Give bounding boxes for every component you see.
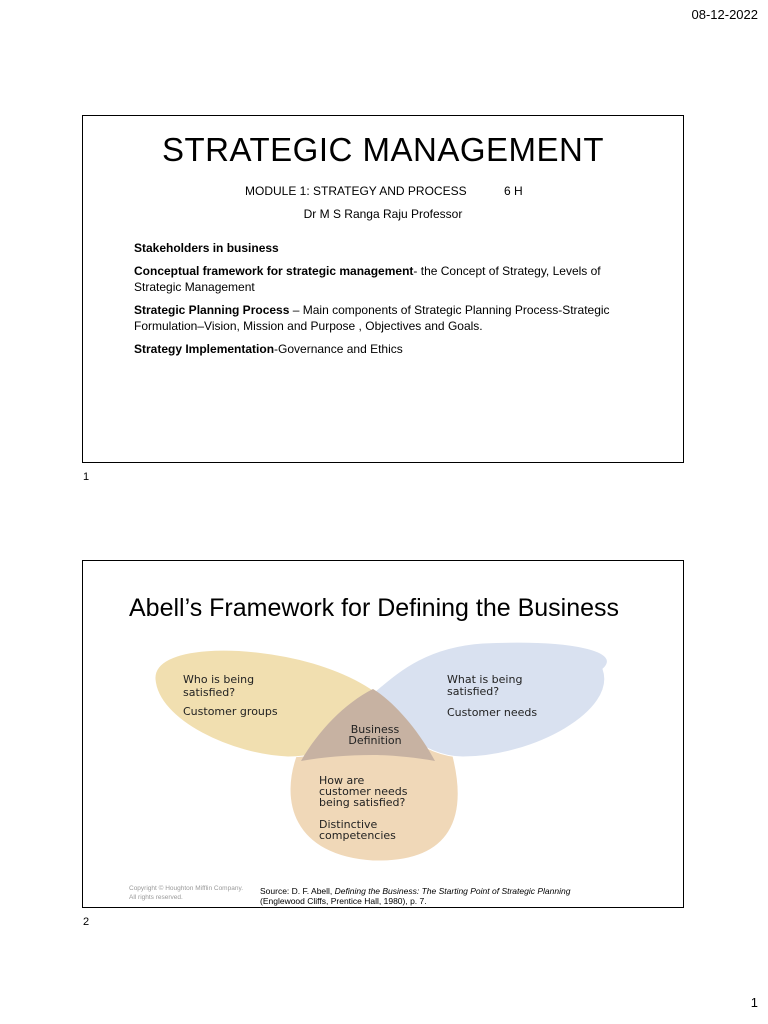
copyright-note — [129, 884, 259, 902]
slide-1-title: STRATEGIC MANAGEMENT — [161, 131, 605, 168]
date-header: 08-12-2022 — [691, 7, 758, 22]
topic-item — [134, 240, 644, 256]
right-petal-line1: What is being — [447, 673, 523, 686]
bottom-petal-line2: customer needs — [319, 785, 408, 798]
author-line: Dr M S Ranga Raju Professor — [303, 207, 463, 221]
right-petal-line2: satisfied? — [447, 685, 500, 698]
center-line2: Definition — [348, 734, 402, 747]
bottom-petal-line3: being satisfied? — [319, 796, 406, 809]
module-heading: MODULE 1: STRATEGY AND PROCESS — [245, 184, 467, 198]
page-number: 1 — [750, 995, 758, 1010]
left-petal-line1: Who is being — [183, 673, 255, 686]
left-petal-line2: satisfied? — [183, 686, 236, 699]
bottom-petal-line1: How are — [319, 774, 365, 787]
topic-heading: Stakeholders in business — [134, 241, 279, 255]
slide-1 — [82, 115, 684, 463]
topic-heading: Strategy Implementation — [134, 342, 275, 356]
right-petal-line3: Customer needs — [447, 706, 538, 719]
slide-2-number: 2 — [83, 916, 90, 928]
source-prefix: Source: D. F. Abell, — [260, 886, 335, 896]
slide-2 — [82, 560, 684, 908]
slide-1-number: 1 — [83, 471, 90, 483]
topic-text: -Governance and Ethics — [274, 342, 403, 356]
bottom-petal-line5: competencies — [319, 829, 396, 842]
topic-list — [134, 240, 644, 364]
topic-text: - the Concept of Strategy, Levels of Strategic Management — [134, 264, 601, 294]
source-book-title: Defining the Business: The Starting Point of Strategic Planning — [334, 886, 571, 896]
source-citation — [260, 886, 580, 906]
left-petal-line3: Customer groups — [183, 705, 278, 718]
topic-text: – Main components of Strategic Planning Process-Strategic Formulation–Vision, Mission and Purpose , Objectives and Goals. — [134, 303, 610, 333]
center-line1: Business — [350, 723, 400, 736]
topic-heading: Strategic Planning Process — [134, 303, 290, 317]
copyright-line-1: Copyright © Houghton Mifflin Company. — [129, 885, 244, 892]
source-suffix: (Englewood Cliffs, Prentice Hall, 1980), p. 7. — [260, 896, 427, 906]
topic-item — [134, 302, 644, 334]
topic-item — [134, 263, 644, 295]
slide-2-title: Abell’s Framework for Defining the Business — [129, 594, 620, 622]
topic-heading: Conceptual framework for strategic management — [134, 264, 414, 278]
topic-item — [134, 341, 644, 357]
copyright-line-2: All rights reserved. — [129, 894, 183, 901]
abell-venn-diagram — [83, 561, 683, 907]
module-hours: 6 H — [504, 184, 523, 198]
bottom-petal-line4: Distinctive — [319, 818, 378, 831]
